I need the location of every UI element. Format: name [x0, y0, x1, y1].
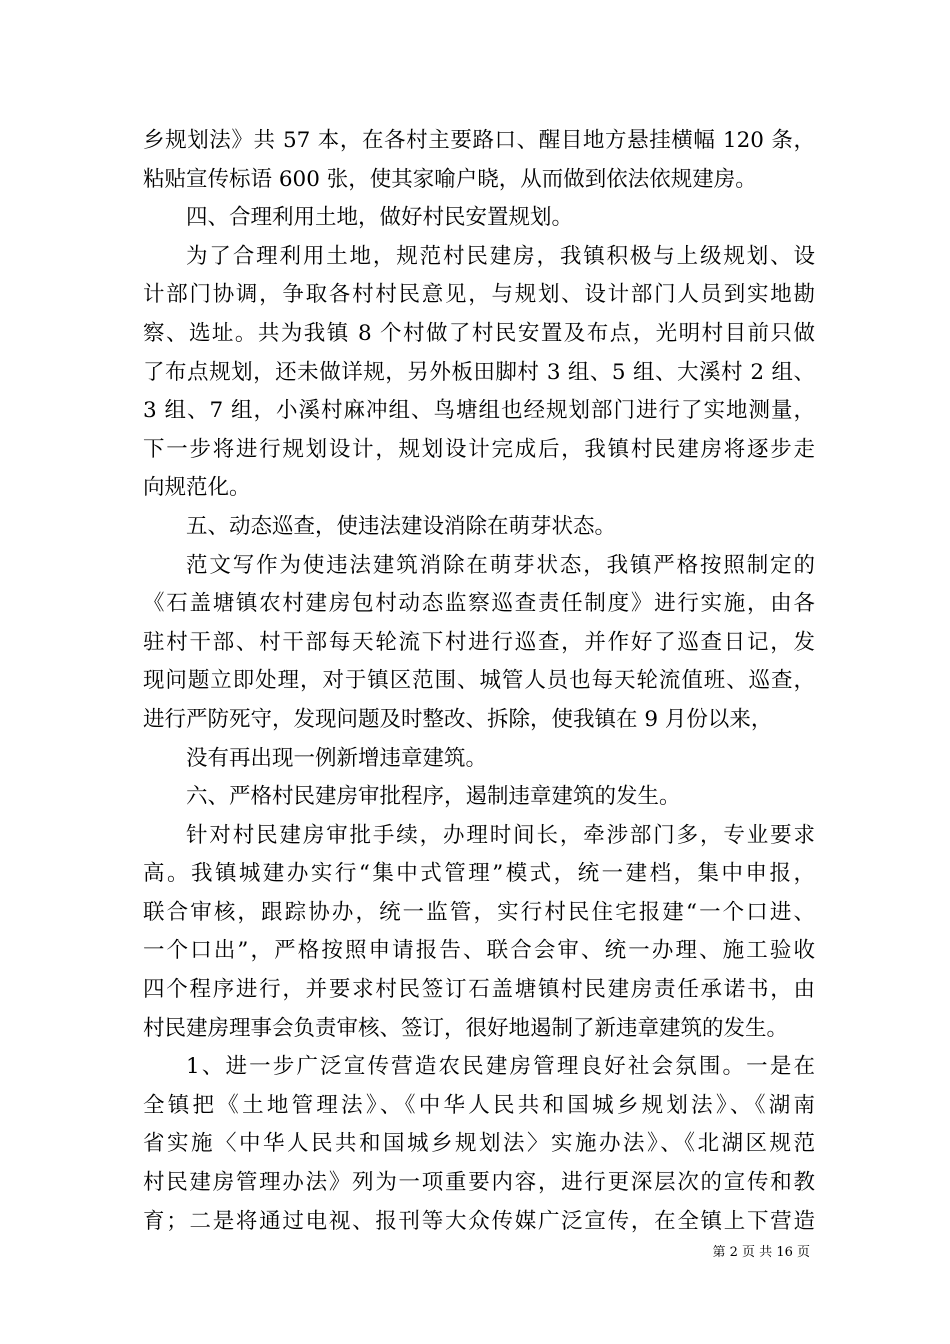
text-line: 村民建房管理办法》列为一项重要内容，进行更深层次的宣传和教 [143, 1170, 815, 1196]
text-line: 育；二是将通过电视、报刊等大众传媒广泛宣传，在全镇上下营造 [143, 1208, 815, 1234]
text-line: 联合审核，跟踪协办，统一监管，实行村民住宅报建“一个口进、 [143, 899, 815, 925]
text-line: 针对村民建房审批手续，办理时间长，牵涉部门多，专业要求 [186, 822, 815, 848]
text-line: 一个口出”，严格按照申请报告、联合会审、统一办理、施工验收 [143, 938, 815, 964]
section-heading: 五、动态巡查，使违法建设消除在萌芽状态。 [186, 513, 617, 539]
text-line: 乡规划法》共 57 本，在各村主要路口、醒目地方悬挂横幅 120 条， [143, 128, 815, 153]
text-line: 下一步将进行规划设计，规划设计完成后，我镇村民建房将逐步走 [143, 436, 815, 462]
text-line: 3 组、7 组，小溪村麻冲组、鸟塘组也经规划部门进行了实地测量， [143, 398, 815, 424]
text-line: 进行严防死守，发现问题及时整改、拆除，使我镇在 9 月份以来， [143, 706, 773, 732]
text-line: 察、选址。共为我镇 8 个村做了村民安置及布点，光明村目前只做 [143, 320, 815, 346]
text-line: 四个程序进行，并要求村民签订石盖塘镇村民建房责任承诺书，由 [143, 977, 815, 1003]
text-line: 计部门协调，争取各村村民意见，与规划、设计部门人员到实地勘 [143, 282, 815, 308]
section-heading: 四、合理利用土地，做好村民安置规划。 [186, 205, 574, 231]
section-heading: 六、严格村民建房审批程序，遏制违章建筑的发生。 [186, 784, 681, 810]
text-line: 向规范化。 [143, 475, 251, 501]
text-line: 1、进一步广泛宣传营造农民建房管理良好社会氛围。一是在 [186, 1054, 815, 1080]
text-line: 驻村干部、村干部每天轮流下村进行巡查，并作好了巡查日记，发 [143, 629, 815, 655]
text-line: 范文写作为使违法建筑消除在萌芽状态，我镇严格按照制定的 [186, 552, 815, 578]
document-body [143, 122, 815, 1241]
text-line: 省实施〈中华人民共和国城乡规划法〉实施办法》、《北湖区规范 [143, 1131, 815, 1157]
text-line: 全镇把《土地管理法》、《中华人民共和国城乡规划法》、《湖南 [143, 1092, 815, 1118]
text-line: 高。我镇城建办实行“集中式管理”模式，统一建档，集中申报， [143, 861, 815, 887]
text-line: 没有再出现一例新增违章建筑。 [186, 745, 488, 771]
text-line: 了布点规划，还未做详规，另外板田脚村 3 组、5 组、大溪村 2 组、 [143, 359, 815, 385]
page-number: 第 2 页 共 16 页 [712, 1245, 810, 1260]
text-line: 为了合理利用土地，规范村民建房，我镇积极与上级规划、设 [186, 243, 815, 269]
text-line: 现问题立即处理，对于镇区范围、城管人员也每天轮流值班、巡查， [143, 668, 815, 694]
text-line: 村民建房理事会负责审核、签订，很好地遏制了新违章建筑的发生。 [143, 1015, 789, 1041]
text-line: 粘贴宣传标语 600 张，使其家喻户晓，从而做到依法依规建房。 [143, 166, 757, 192]
text-line: 《石盖塘镇农村建房包村动态监察巡查责任制度》进行实施，由各 [143, 591, 815, 617]
